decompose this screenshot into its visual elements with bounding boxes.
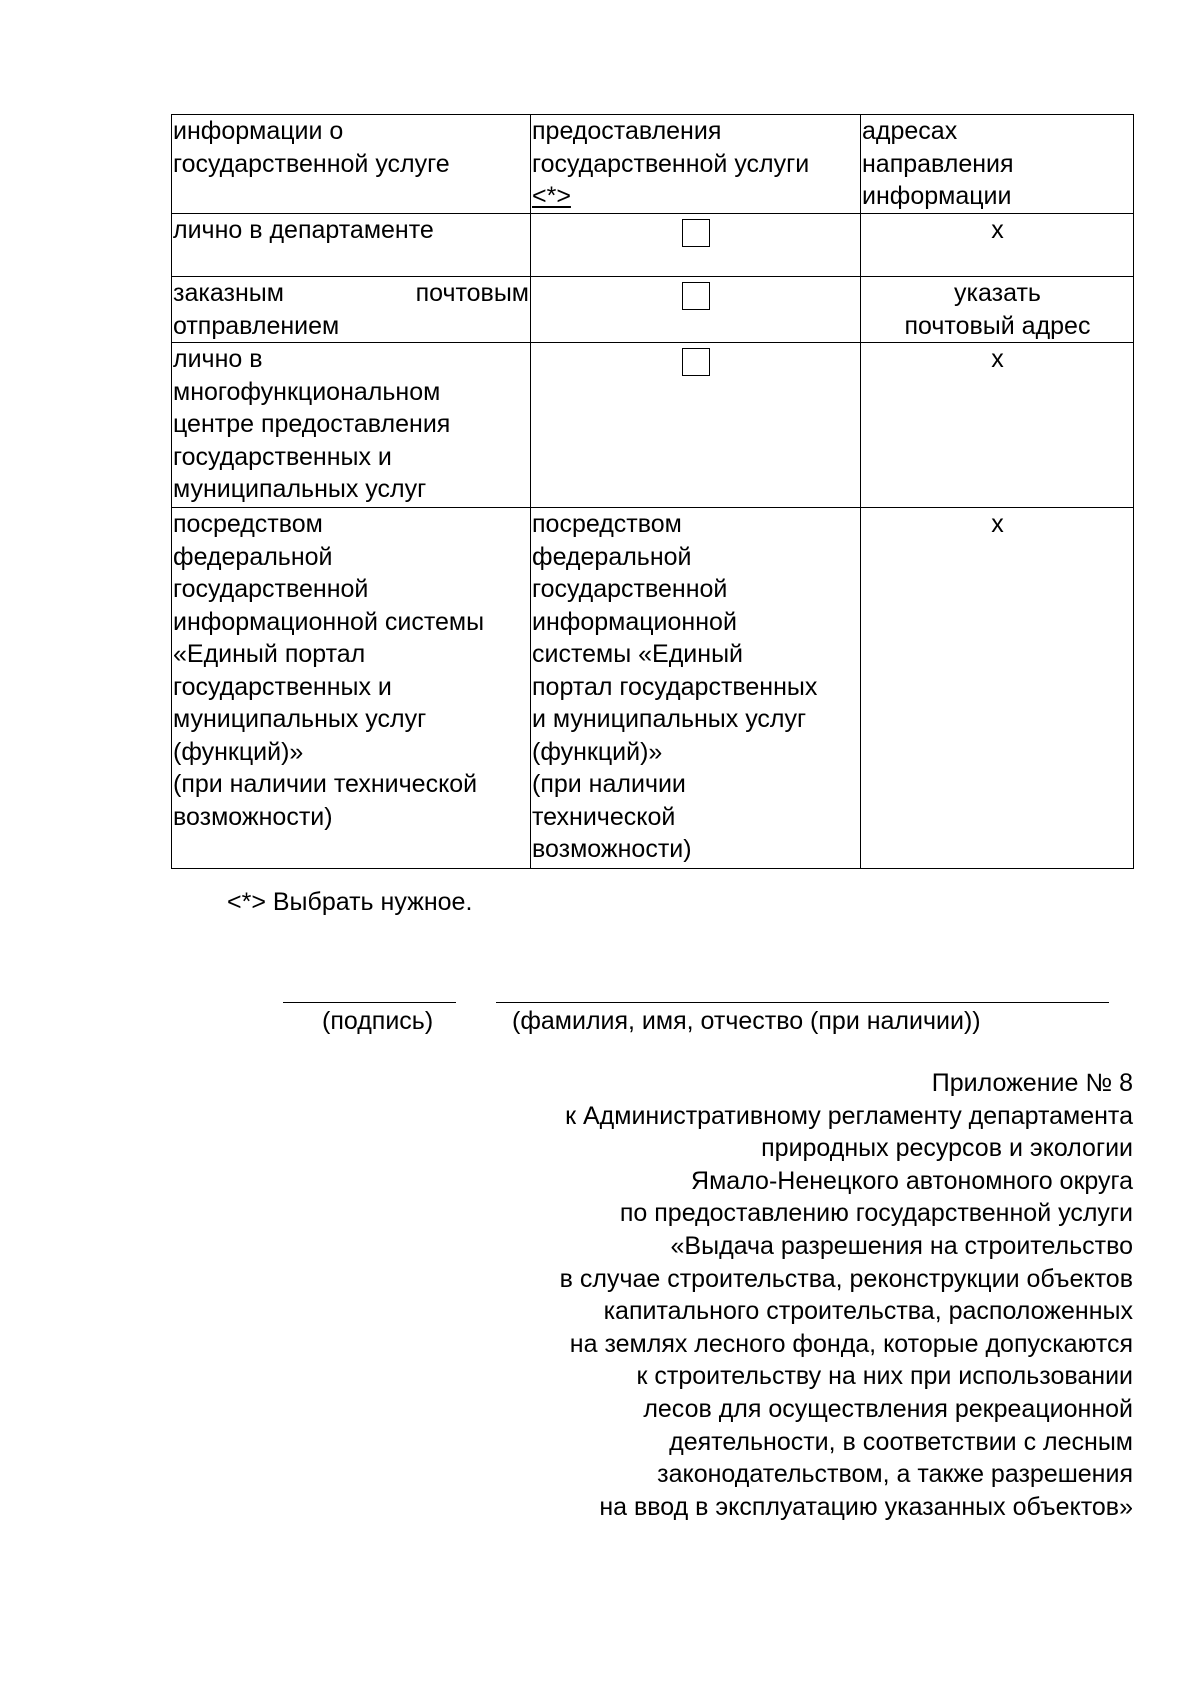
appendix-line: законодательством, а также разрешения [657,1460,1133,1489]
address-line: указать [954,279,1041,307]
header-line: направления [862,149,1014,178]
address-cell [861,214,1134,277]
signature-label: (подпись) [322,1007,434,1035]
appendix-heading [413,1067,1133,1523]
method-line: муниципальных услуг [173,475,427,503]
address-mark: х [991,345,1004,373]
method-line: государственной [173,575,369,603]
appendix-line: к Административному регламенту департамента [565,1101,1133,1130]
header-line: государственной услуге [173,149,450,178]
method-cell [172,277,531,343]
method-line: (при наличии технической [173,770,478,798]
footnote-reference: <*> [532,182,571,210]
method-line: лично в департаменте [173,216,434,244]
header-line: информации [862,182,1012,210]
method-line: информационной системы [173,607,485,636]
header-cell-method [172,115,531,214]
method-line: государственных и [173,672,392,701]
footnote: <*> Выбрать нужное. [227,888,473,916]
option-line: портал государственных [532,672,818,701]
header-line: государственной услуги [532,149,810,178]
appendix-line: Ямало-Ненецкого автономного округа [691,1166,1133,1195]
address-cell [861,343,1134,508]
option-line: системы «Единый [532,640,744,668]
appendix-line: в случае строительства, реконструкции объектов [559,1264,1133,1293]
method-line: (функций)» [173,737,304,766]
address-cell [861,277,1134,343]
appendix-line: деятельности, в соответствии с лесным [669,1427,1133,1456]
table-row [172,214,1134,277]
header-line: предоставления [532,117,722,145]
header-cell-option [531,115,861,214]
appendix-line: на землях лесного фонда, которые допускаются [569,1329,1133,1358]
table-header-row [172,115,1134,214]
option-line: и муниципальных услуг [532,705,807,733]
option-line: государственной [532,575,728,603]
method-line: многофункциональном [173,377,441,406]
option-cell [531,508,861,869]
appendix-line: Приложение № 8 [931,1069,1133,1097]
option-line: (при наличии [532,770,686,798]
option-line: информационной [532,607,737,636]
method-word: почтовым [415,279,529,307]
appendix-line: природных ресурсов и экологии [761,1134,1133,1163]
option-line: посредством [532,510,682,538]
method-line: лично в [173,345,263,373]
appendix-line: «Выдача разрешения на строительство [670,1231,1133,1260]
method-line: посредством [173,510,323,538]
option-line: технической [532,802,676,831]
table-row [172,343,1134,508]
header-line: информации о [173,117,344,145]
address-mark: х [991,216,1004,244]
method-line: «Единый портал [173,640,366,668]
method-line: федеральной [173,542,333,571]
appendix-line: лесов для осуществления рекреационной [643,1394,1133,1423]
address-mark: х [991,510,1004,538]
appendix-line: по предоставлению государственной услуги [619,1199,1133,1228]
method-cell [172,343,531,508]
method-line: возможности) [173,802,333,831]
method-line: отправлением [173,311,340,340]
registered-mail-checkbox[interactable] [682,282,710,310]
appendix-line: капитального строительства, расположенных [603,1297,1133,1326]
delivery-method-table [171,114,1134,869]
header-line: адресах [862,117,958,145]
option-line: федеральной [532,542,692,571]
method-cell [172,508,531,869]
full-name-line [496,1002,1109,1003]
method-line: государственных и [173,442,392,471]
signature-line [283,1002,456,1003]
option-cell [531,277,861,343]
address-cell [861,508,1134,869]
in-person-department-checkbox[interactable] [682,219,710,247]
method-cell [172,214,531,277]
full-name-label: (фамилия, имя, отчество (при наличии)) [512,1007,981,1035]
appendix-line: к строительству на них при использовании [636,1362,1133,1391]
table-row [172,508,1134,869]
option-line: возможности) [532,835,692,863]
option-cell [531,214,861,277]
address-line: почтовый адрес [904,311,1091,340]
option-cell [531,343,861,508]
method-line-justified [173,277,530,310]
in-person-mfc-checkbox[interactable] [682,348,710,376]
appendix-line: на ввод в эксплуатацию указанных объектов» [599,1492,1133,1521]
header-cell-address [861,115,1134,214]
method-line: муниципальных услуг [173,705,427,733]
method-word: заказным [173,279,284,307]
method-line: центре предоставления [173,410,451,438]
option-line: (функций)» [532,737,663,766]
table-row [172,277,1134,343]
